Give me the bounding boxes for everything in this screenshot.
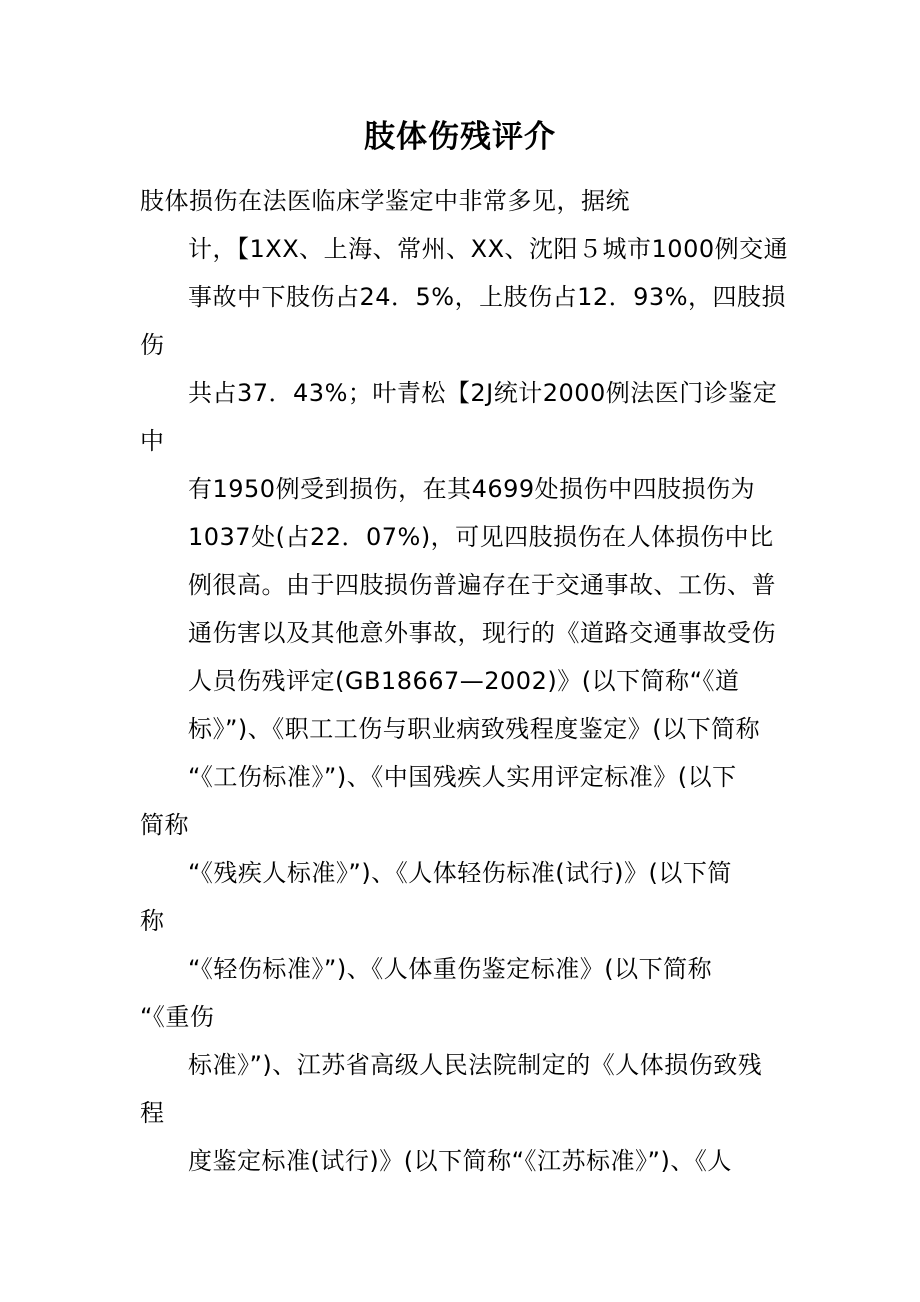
paragraph-line: 事故中下肢伤占24．5%，上肢伤占12．93%，四肢损	[188, 283, 786, 311]
paragraph-line: 人员伤残评定(GB18667—2002)》(以下简称“《道	[188, 667, 740, 695]
paragraph-line: 通伤害以及其他意外事故，现行的《道路交通事故受伤	[188, 619, 776, 647]
paragraph-line: “《工伤标准》”)、《中国残疾人实用评定标准》(以下	[188, 763, 737, 791]
paragraph-line: 共占37．43%；叶青松【2J统计2000例法医门诊鉴定	[188, 379, 778, 407]
paragraph-line: 计，【1XX、上海、常州、XX、沈阳５城市1000例交通	[188, 235, 789, 263]
paragraph-line: 度鉴定标准(试行)》(以下简称“《江苏标准》”)、《人	[188, 1147, 732, 1175]
paragraph-line: 标准》”)、江苏省高级人民法院制定的《人体损伤致残	[188, 1051, 763, 1079]
paragraph-line: 中	[140, 427, 165, 455]
document-title: 肢体伤残评介	[364, 119, 556, 155]
paragraph-line: 例很高。由于四肢损伤普遍存在于交通事故、工伤、普	[188, 571, 776, 599]
paragraph-line: 伤	[140, 331, 165, 359]
paragraph-line: “《残疾人标准》”)、《人体轻伤标准(试行)》(以下简	[188, 859, 732, 887]
paragraph-line: 程	[140, 1099, 165, 1127]
paragraph-line: “《轻伤标准》”)、《人体重伤鉴定标准》(以下简称	[188, 955, 713, 983]
paragraph-line: 标》”)、《职工工伤与职业病致残程度鉴定》(以下简称	[188, 715, 761, 743]
paragraph-line: 有1950例受到损伤，在其4699处损伤中四肢损伤为	[188, 475, 756, 503]
paragraph-line: 称	[140, 907, 165, 935]
paragraph-line: “《重伤	[140, 1003, 215, 1031]
paragraph-line: 简称	[140, 811, 189, 839]
paragraph-line: 肢体损伤在法医临床学鉴定中非常多见，据统	[140, 187, 630, 215]
paragraph-line: 1037处(占22．07%)，可见四肢损伤在人体损伤中比	[188, 523, 774, 551]
